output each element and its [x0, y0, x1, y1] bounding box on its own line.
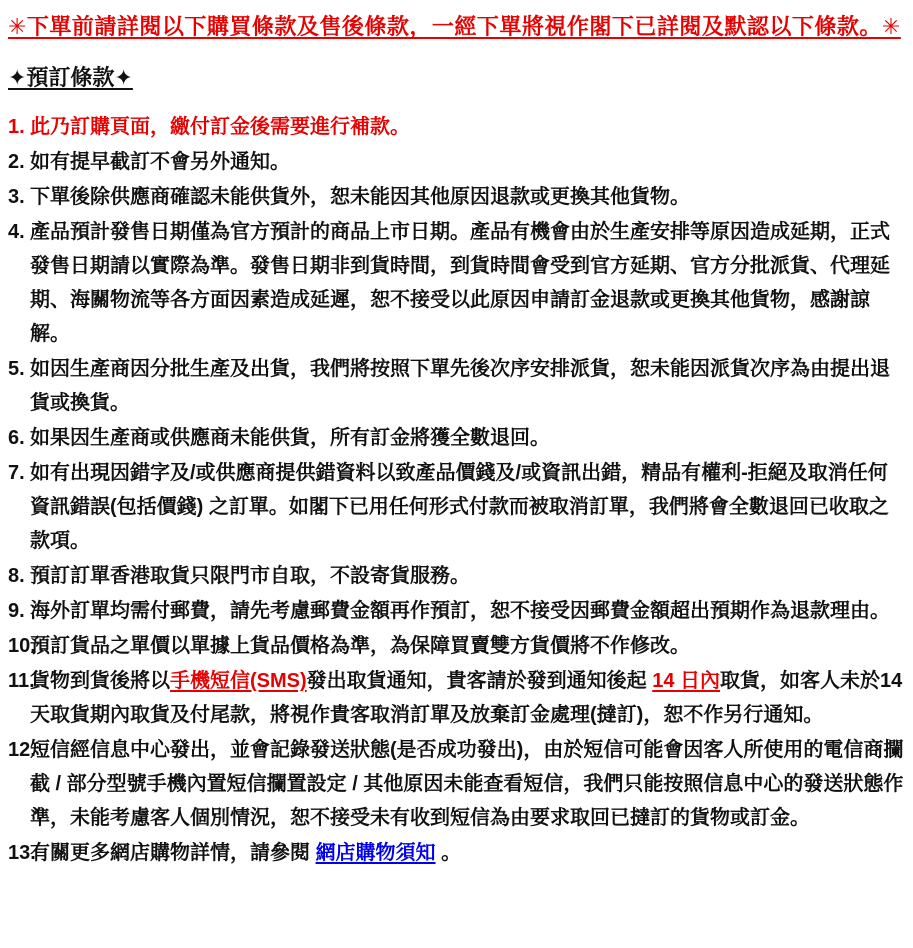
- term-text: 預訂貨品之單價以單據上貨品價格為準，為保障買賣雙方貨價將不作修改。: [30, 635, 690, 657]
- preorder-warning-header: ✳下單前請詳閱以下購買條款及售後條款，一經下單將視作閣下已詳閱及默認以下條款。✳: [8, 14, 901, 39]
- term-item: [0, 352, 913, 420]
- term-text: 發出取貨通知，貴客請於發到通知後起: [306, 670, 653, 692]
- term-number: 11.: [8, 670, 35, 692]
- term-text: 短信經信息中心發出，並會記錄發送狀態(是否成功發出)，由於短信可能會因客人所使用的電信商攔截 / 部分型號手機內置短信攔置設定 / 其他原因未能查看短信，我們只能按照信息中心的發送狀態作準，未能考慮客人個別情況，恕不接受未有收到短信為由要求取回已撻訂的貨物或訂金。: [30, 739, 904, 829]
- term-text: 貨物到貨後將以: [30, 670, 170, 692]
- term-item: [0, 215, 913, 351]
- term-item: [0, 110, 913, 144]
- term-item: [0, 180, 913, 214]
- section-title-preorder-terms: [8, 64, 905, 92]
- term-number: 1.: [8, 116, 25, 138]
- term-text: 如有出現因錯字及/或供應商提供錯資料以致產品價錢及/或資訊出錯，精品有權利-拒絕及取消任何資訊錯誤(包括價錢) 之訂單。如閣下已用任何形式付款而被取消訂單，我們將會全數退回已收取之款項。: [30, 462, 889, 552]
- terms-list: [0, 110, 913, 870]
- term-text: 如果因生產商或供應商未能供貨，所有訂金將獲全數退回。: [30, 427, 550, 449]
- term-item: [0, 559, 913, 593]
- shop-notice-link[interactable]: 網店購物須知: [315, 842, 436, 864]
- section-title-text: ✦預訂條款✦: [8, 65, 133, 90]
- term-text: 。: [435, 842, 462, 864]
- term-highlight-red: 手機短信(SMS): [170, 670, 307, 692]
- term-number: 7.: [8, 462, 25, 484]
- term-number: 13.: [8, 842, 36, 864]
- term-text: 有關更多網店購物詳情，請參閱: [30, 842, 316, 864]
- term-number: 12.: [8, 739, 36, 761]
- term-item: [0, 456, 913, 558]
- term-item: [0, 629, 913, 663]
- term-item: [0, 664, 913, 732]
- term-number: 6.: [8, 427, 25, 449]
- term-text: 取貨，如客人未於14 天取貨期內取貨及付尾款，將視作貴客取消訂單及放棄訂金處理(撻訂)，恕不作另行通知。: [30, 670, 903, 726]
- term-item: [0, 836, 913, 870]
- term-number: 5.: [8, 358, 25, 380]
- term-number: 4.: [8, 221, 25, 243]
- term-item: [0, 421, 913, 455]
- term-item: [0, 145, 913, 179]
- term-text: 預訂訂單香港取貨只限門市自取，不設寄貨服務。: [30, 565, 470, 587]
- term-text: 此乃訂購頁面，繳付訂金後需要進行補款。: [30, 116, 410, 138]
- term-text: 如因生產商因分批生產及出貨，我們將按照下單先後次序安排派貨，恕未能因派貨次序為由提出退貨或換貨。: [30, 358, 890, 414]
- term-item: [0, 733, 913, 835]
- term-text: 產品預計發售日期僅為官方預計的商品上市日期。產品有機會由於生產安排等原因造成延期，正式發售日期請以實際為準。發售日期非到貨時間，到貨時間會受到官方延期、官方分批派貨、代理延期、海關物流等各方面因素造成延遲，恕不接受以此原因申請訂金退款或更換其他貨物，感謝諒解。: [30, 221, 890, 345]
- term-number: 3.: [8, 186, 25, 208]
- term-number: 2.: [8, 151, 25, 173]
- term-highlight-red: 14 日內: [652, 670, 721, 692]
- term-text: 下單後除供應商確認未能供貨外，恕未能因其他原因退款或更換其他貨物。: [30, 186, 690, 208]
- term-item: [0, 594, 913, 628]
- term-number: 9.: [8, 600, 25, 622]
- term-text: 如有提早截訂不會另外通知。: [30, 151, 290, 173]
- term-number: 8.: [8, 565, 25, 587]
- term-number: 10.: [8, 635, 36, 657]
- term-text: 海外訂單均需付郵費，請先考慮郵費金額再作預訂，恕不接受因郵費金額超出預期作為退款理由。: [30, 600, 890, 622]
